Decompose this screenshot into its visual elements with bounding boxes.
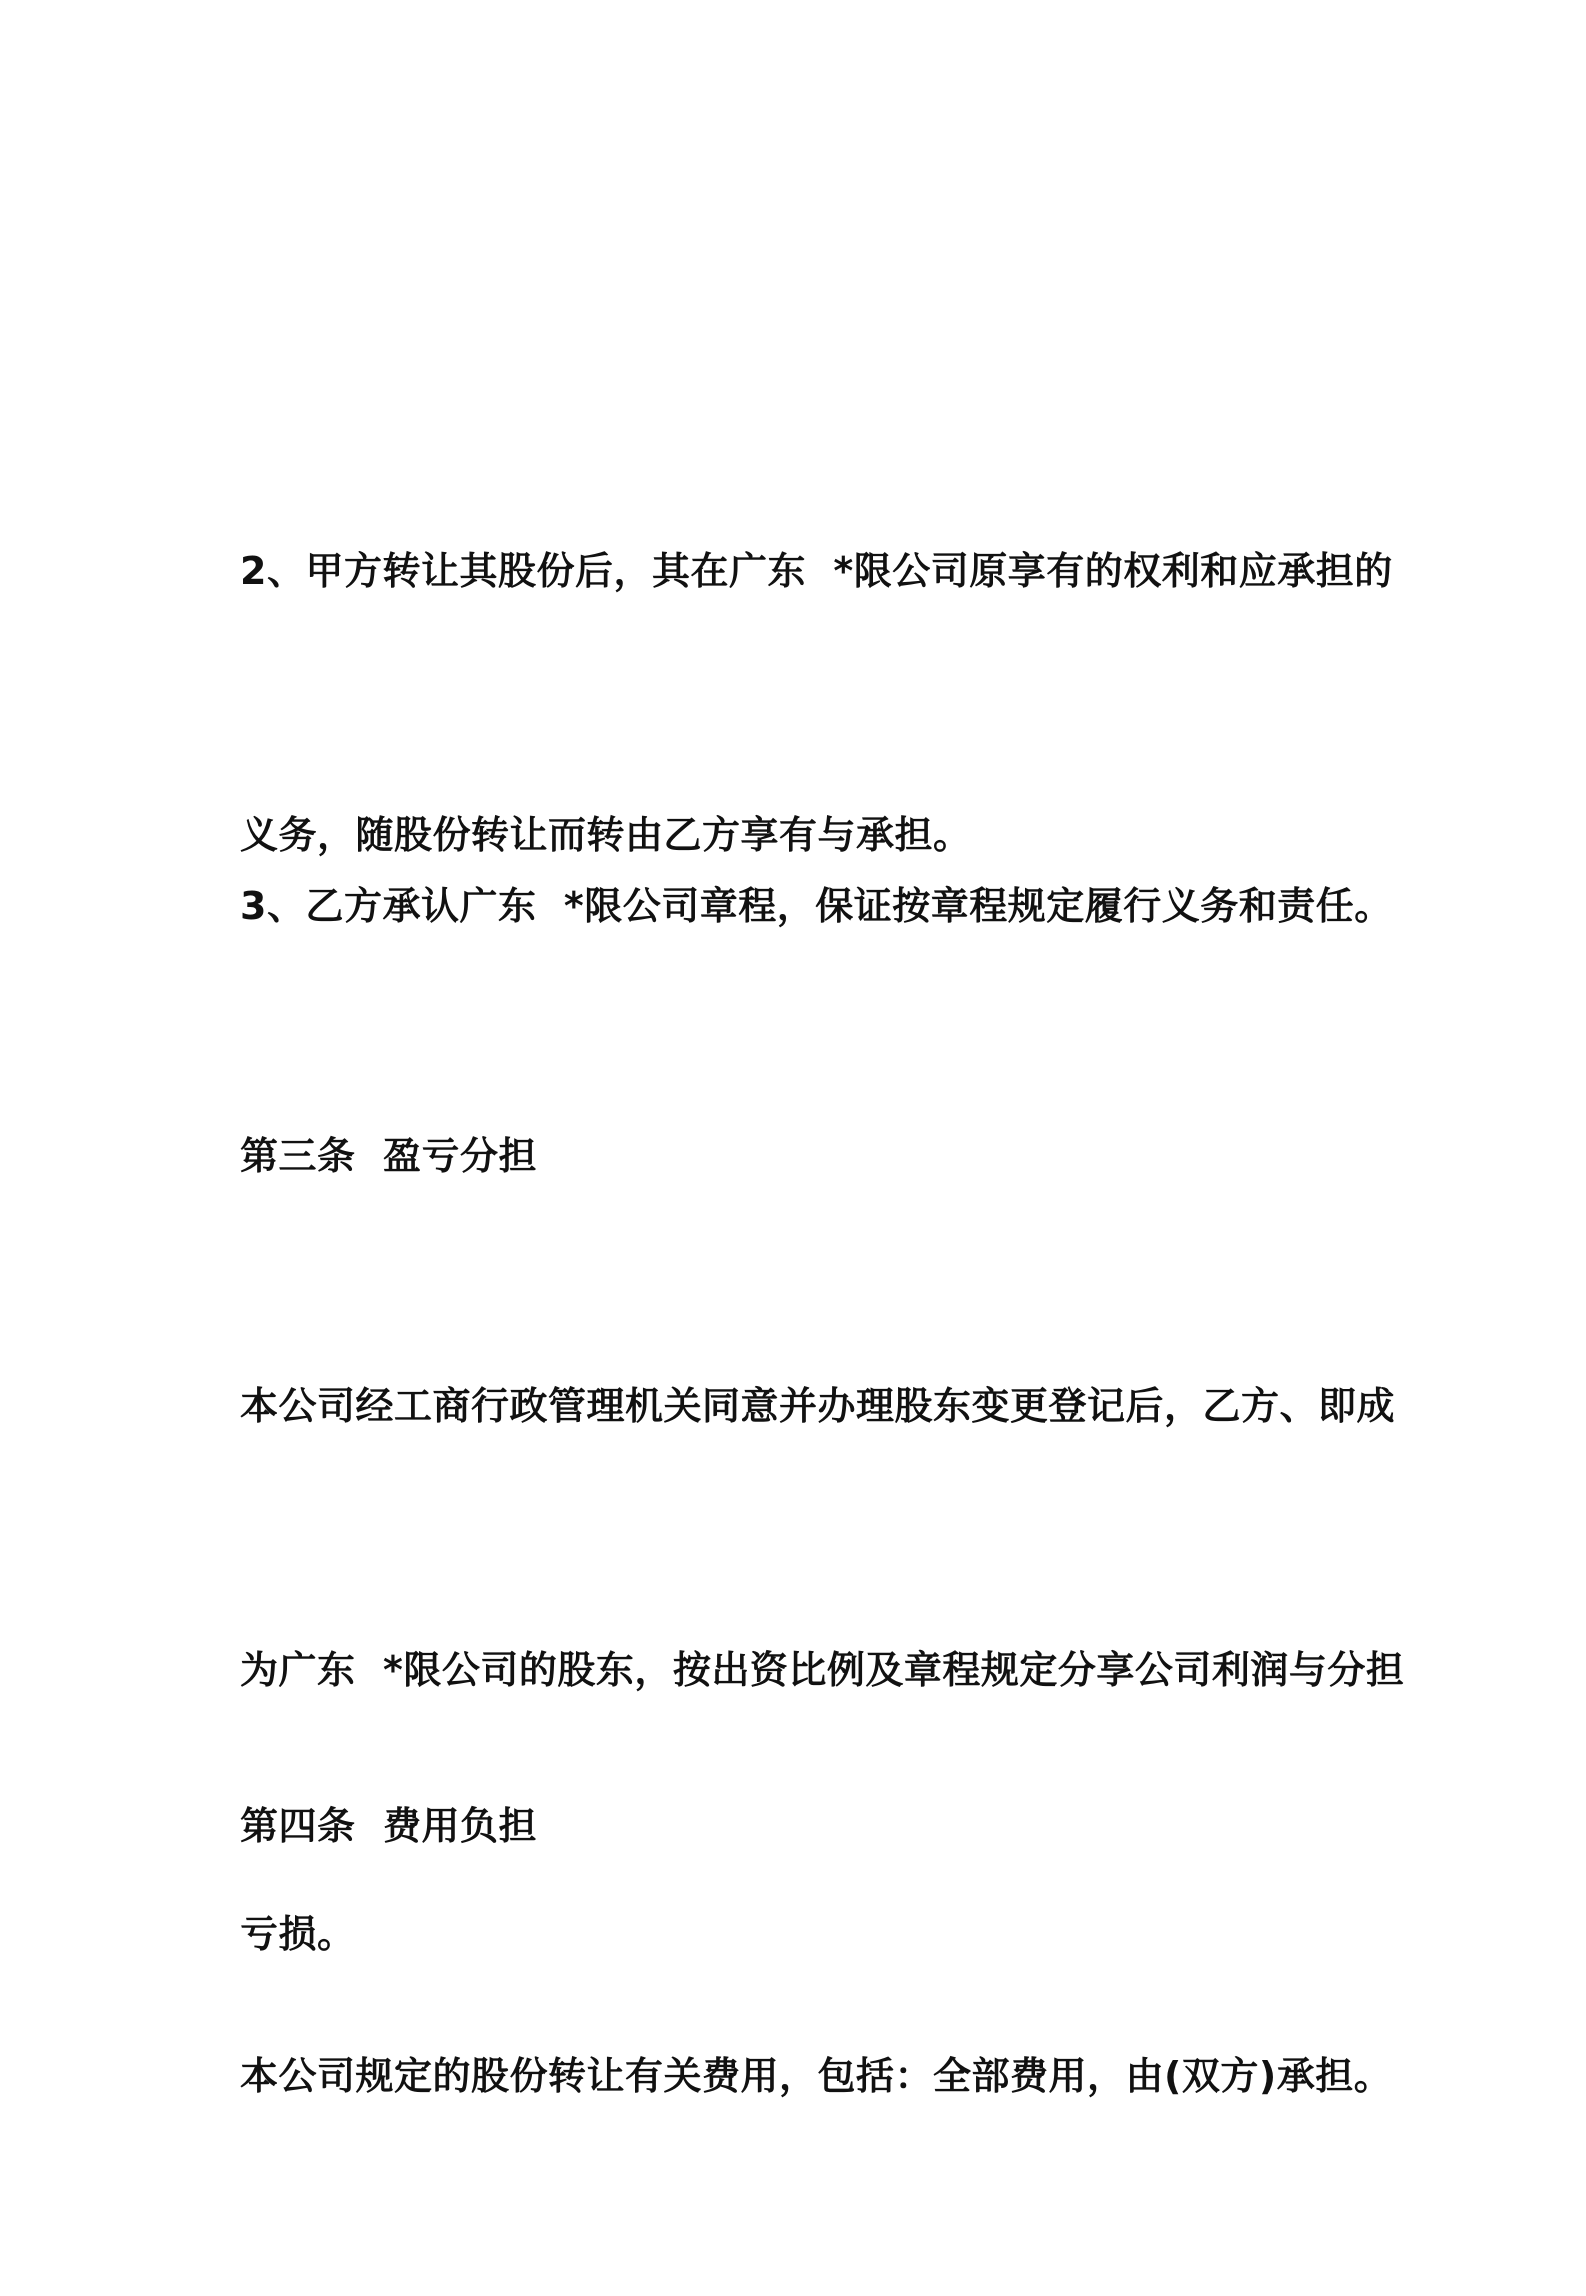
paragraph-line: 亏损。 bbox=[240, 1912, 356, 1956]
heading-text: 第三条 盈亏分担 bbox=[240, 1134, 537, 1178]
article-4-body bbox=[240, 1856, 1393, 2296]
paragraph-line: 2、甲方转让其股份后，其在广东 *限公司原享有的权利和应承担的 bbox=[240, 549, 1393, 593]
heading-text: 第四条 费用负担 bbox=[240, 1804, 537, 1848]
paragraph-line: 3、乙方承认广东 *限公司章程，保证按章程规定履行义务和责任。 bbox=[240, 884, 1393, 928]
paragraph-line: 本公司规定的股份转让有关费用，包括：全部费用，由(双方)承担。 bbox=[240, 2054, 1393, 2098]
paragraph-line: 为广东 *限公司的股东，按出资比例及章程规定分享公司利润与分担 bbox=[240, 1648, 1405, 1692]
paragraph-line: 义务，随股份转让而转由乙方享有与承担。 bbox=[240, 813, 972, 857]
paragraph-line: 本公司经工商行政管理机关同意并办理股东变更登记后，乙方、即成 bbox=[240, 1384, 1396, 1428]
